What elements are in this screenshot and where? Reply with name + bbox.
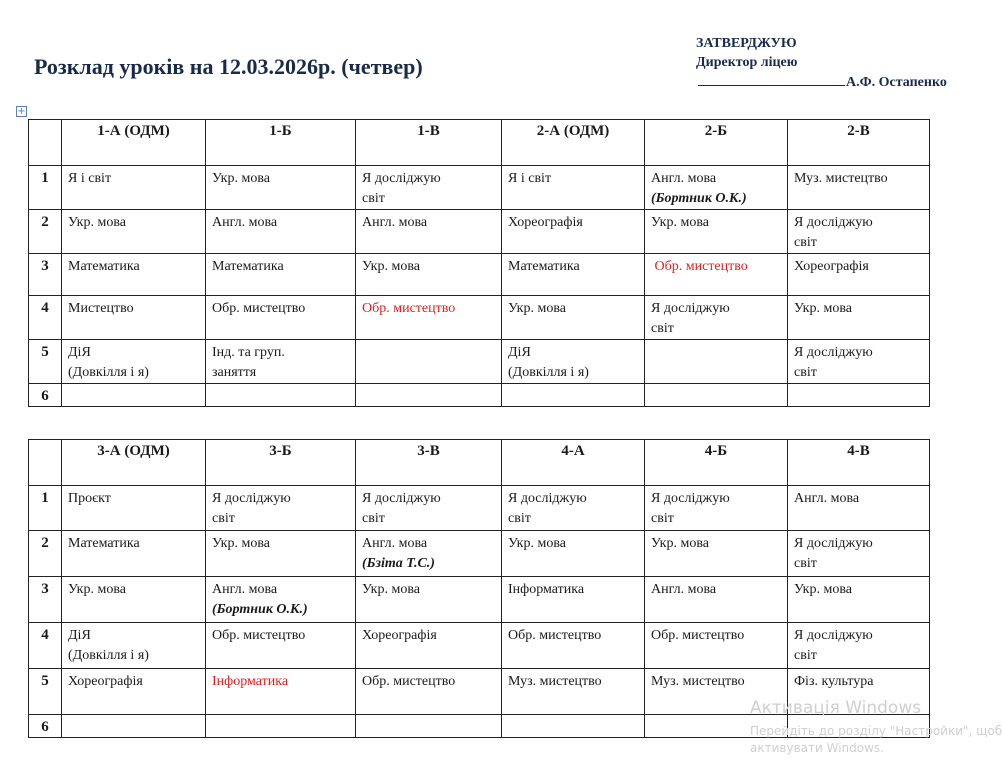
- lesson-subject: Укр. мова: [212, 536, 270, 551]
- lesson-cell: [206, 384, 356, 407]
- lesson-subject: Мистецтво: [68, 301, 134, 316]
- lesson-cell: [356, 254, 502, 296]
- schedule-table-2: [28, 439, 930, 738]
- lesson-subject: світ: [794, 235, 817, 250]
- lesson-subject: Англ. мова: [362, 215, 428, 230]
- lesson-subject: Я досліджую: [508, 491, 587, 506]
- lesson-row: [29, 531, 930, 577]
- page-title: Розклад уроків на 12.03.2026р. (четвер): [34, 54, 423, 79]
- lesson-subject: Муз. мистецтво: [508, 674, 602, 689]
- lesson-cell: [645, 340, 788, 384]
- lesson-cell: [502, 486, 645, 531]
- lesson-cell: [502, 210, 645, 254]
- class-header: 2-А (ОДМ): [502, 120, 645, 166]
- lesson-cell: [62, 384, 206, 407]
- lesson-cell: [356, 623, 502, 669]
- lesson-cell: [788, 577, 930, 623]
- lesson-cell: [502, 384, 645, 407]
- lesson-subject: Обр. мистецтво: [651, 628, 745, 643]
- lesson-subject: світ: [508, 511, 531, 526]
- approval-signature: [698, 72, 947, 92]
- lesson-subject: Я досліджую: [362, 171, 441, 186]
- lesson-subject: Математика: [212, 259, 284, 274]
- lesson-subject: Укр. мова: [212, 171, 270, 186]
- lesson-cell: [788, 384, 930, 407]
- class-header: 3-В: [356, 440, 502, 486]
- lesson-subject: світ: [794, 648, 817, 663]
- lesson-cell: [206, 531, 356, 577]
- lesson-cell: [206, 254, 356, 296]
- class-header: 4-В: [788, 440, 930, 486]
- lesson-subject: світ: [794, 556, 817, 571]
- lesson-subject: Обр. мистецтво: [362, 301, 456, 316]
- lesson-subject: Укр. мова: [362, 582, 420, 597]
- lesson-cell: [502, 623, 645, 669]
- lesson-subject: (Довкілля і я): [68, 648, 149, 663]
- class-header: 1-В: [356, 120, 502, 166]
- lesson-subject: (Довкілля і я): [508, 365, 589, 380]
- lesson-number: 1: [29, 486, 62, 531]
- lesson-subject: світ: [794, 365, 817, 380]
- corner-cell: [29, 440, 62, 486]
- teacher-name: (Бзіта Т.С.): [362, 556, 435, 571]
- lesson-number: 4: [29, 623, 62, 669]
- lesson-subject: Хореографія: [68, 674, 143, 689]
- lesson-number: 5: [29, 340, 62, 384]
- lesson-subject: заняття: [212, 365, 257, 380]
- class-header: 1-Б: [206, 120, 356, 166]
- lesson-row: [29, 296, 930, 340]
- corner-cell: [29, 120, 62, 166]
- lesson-cell: [502, 254, 645, 296]
- lesson-subject: світ: [362, 191, 385, 206]
- table-move-handle-icon[interactable]: +: [17, 106, 26, 117]
- lesson-cell: [356, 669, 502, 715]
- header-row: [29, 120, 930, 166]
- lesson-row: [29, 254, 930, 296]
- lesson-cell: [206, 669, 356, 715]
- lesson-subject: Укр. мова: [794, 582, 852, 597]
- lesson-row: [29, 577, 930, 623]
- lesson-cell: [62, 486, 206, 531]
- lesson-row: [29, 384, 930, 407]
- lesson-row: [29, 623, 930, 669]
- lesson-cell: [788, 531, 930, 577]
- lesson-cell: [788, 210, 930, 254]
- lesson-subject: Англ. мова: [362, 536, 428, 551]
- lesson-subject: світ: [651, 321, 674, 336]
- lesson-cell: [356, 210, 502, 254]
- lesson-subject: Обр. мистецтво: [362, 674, 456, 689]
- lesson-cell: [502, 531, 645, 577]
- lesson-subject: світ: [362, 511, 385, 526]
- lesson-subject: Хореографія: [362, 628, 437, 643]
- lesson-subject: Укр. мова: [68, 215, 126, 230]
- lesson-number: 1: [29, 166, 62, 210]
- lesson-cell: [356, 715, 502, 738]
- lesson-subject: ДіЯ: [68, 345, 91, 360]
- lesson-number: 4: [29, 296, 62, 340]
- lesson-subject: Я досліджую: [362, 491, 441, 506]
- lesson-cell: [356, 486, 502, 531]
- lesson-cell: [206, 340, 356, 384]
- lesson-cell: [788, 623, 930, 669]
- lesson-cell: [62, 623, 206, 669]
- class-header: 3-Б: [206, 440, 356, 486]
- lesson-cell: [645, 531, 788, 577]
- lesson-cell: [206, 715, 356, 738]
- lesson-subject: Я досліджую: [794, 215, 873, 230]
- lesson-cell: [206, 486, 356, 531]
- lesson-subject: Укр. мова: [508, 536, 566, 551]
- lesson-subject: Англ. мова: [212, 582, 278, 597]
- approval-position: Директор ліцею: [696, 55, 798, 70]
- approval-block: [696, 34, 947, 92]
- lesson-subject: Я досліджую: [794, 536, 873, 551]
- lesson-cell: [356, 384, 502, 407]
- lesson-subject: Проєкт: [68, 491, 111, 506]
- lesson-subject: (Довкілля і я): [68, 365, 149, 380]
- lesson-cell: [206, 296, 356, 340]
- lesson-cell: [502, 669, 645, 715]
- approval-heading: ЗАТВЕРДЖУЮ: [696, 36, 797, 51]
- lesson-cell: [62, 210, 206, 254]
- lesson-subject: Я досліджую: [651, 491, 730, 506]
- lesson-cell: [645, 166, 788, 210]
- lesson-number: 3: [29, 254, 62, 296]
- lesson-cell: [62, 715, 206, 738]
- lesson-number: 6: [29, 715, 62, 738]
- teacher-name: (Бортник О.К.): [651, 191, 747, 206]
- watermark-title: Активація Windows: [750, 698, 922, 718]
- lesson-subject: Муз. мистецтво: [794, 171, 888, 186]
- lesson-subject: Муз. мистецтво: [651, 674, 745, 689]
- lesson-subject: Інд. та груп.: [212, 345, 285, 360]
- lesson-cell: [502, 296, 645, 340]
- schedule-table-1: [28, 119, 930, 407]
- lesson-number: 6: [29, 384, 62, 407]
- lesson-subject: світ: [212, 511, 235, 526]
- lesson-subject: Англ. мова: [794, 491, 860, 506]
- lesson-row: [29, 166, 930, 210]
- signature-line: [698, 72, 845, 86]
- lesson-cell: [788, 486, 930, 531]
- lesson-row: [29, 210, 930, 254]
- lesson-cell: [788, 254, 930, 296]
- lesson-subject: Математика: [508, 259, 580, 274]
- header-row: [29, 440, 930, 486]
- lesson-subject: Я досліджую: [651, 301, 730, 316]
- lesson-subject: ДіЯ: [68, 628, 91, 643]
- lesson-subject: Укр. мова: [68, 582, 126, 597]
- signature-name: А.Ф. Остапенко: [846, 75, 947, 90]
- windows-activation-watermark: [750, 698, 1002, 755]
- lesson-cell: [206, 210, 356, 254]
- lesson-cell: [206, 623, 356, 669]
- lesson-cell: [645, 296, 788, 340]
- lesson-subject: світ: [651, 511, 674, 526]
- lesson-subject: Укр. мова: [651, 215, 709, 230]
- lesson-cell: [645, 384, 788, 407]
- lesson-cell: [645, 210, 788, 254]
- lesson-cell: [502, 715, 645, 738]
- lesson-cell: [502, 577, 645, 623]
- lesson-cell: [645, 623, 788, 669]
- watermark-line: активувати Windows.: [750, 741, 884, 755]
- lesson-row: [29, 486, 930, 531]
- lesson-cell: [356, 166, 502, 210]
- lesson-subject: Математика: [68, 536, 140, 551]
- class-header: 4-А: [502, 440, 645, 486]
- lesson-subject: Укр. мова: [794, 301, 852, 316]
- lesson-cell: [502, 340, 645, 384]
- lesson-cell: [356, 296, 502, 340]
- lesson-cell: [788, 340, 930, 384]
- lesson-cell: [356, 531, 502, 577]
- lesson-subject: Математика: [68, 259, 140, 274]
- class-header: 2-Б: [645, 120, 788, 166]
- watermark-line: Перейдіть до розділу "Настройки", щоб: [750, 724, 1002, 738]
- lesson-cell: [62, 669, 206, 715]
- lesson-number: 3: [29, 577, 62, 623]
- lesson-subject: Англ. мова: [212, 215, 278, 230]
- lesson-cell: [502, 166, 645, 210]
- lesson-cell: [62, 577, 206, 623]
- lesson-subject: Обр. мистецтво: [212, 628, 306, 643]
- lesson-cell: [788, 296, 930, 340]
- lesson-cell: [788, 166, 930, 210]
- lesson-subject: Укр. мова: [651, 536, 709, 551]
- lesson-subject: Укр. мова: [362, 259, 420, 274]
- class-header: 2-В: [788, 120, 930, 166]
- lesson-subject: Англ. мова: [651, 171, 717, 186]
- lesson-subject: ДіЯ: [508, 345, 531, 360]
- class-header: 1-А (ОДМ): [62, 120, 206, 166]
- lesson-subject: Я і світ: [508, 171, 552, 186]
- lesson-cell: [356, 577, 502, 623]
- lesson-cell: [62, 531, 206, 577]
- lesson-subject: Інформатика: [212, 674, 289, 689]
- lesson-subject: Обр. мистецтво: [651, 259, 748, 274]
- lesson-number: 2: [29, 210, 62, 254]
- lesson-row: [29, 340, 930, 384]
- lesson-cell: [356, 340, 502, 384]
- lesson-cell: [645, 254, 788, 296]
- teacher-name: (Бортник О.К.): [212, 602, 308, 617]
- lesson-number: 2: [29, 531, 62, 577]
- lesson-subject: Обр. мистецтво: [508, 628, 602, 643]
- lesson-subject: Інформатика: [508, 582, 585, 597]
- lesson-subject: Хореографія: [508, 215, 583, 230]
- class-header: 3-А (ОДМ): [62, 440, 206, 486]
- lesson-subject: Хореографія: [794, 259, 869, 274]
- lesson-number: 5: [29, 669, 62, 715]
- lesson-subject: Укр. мова: [508, 301, 566, 316]
- lesson-cell: [206, 166, 356, 210]
- lesson-cell: [62, 166, 206, 210]
- lesson-subject: Англ. мова: [651, 582, 717, 597]
- lesson-cell: [62, 254, 206, 296]
- lesson-cell: [645, 577, 788, 623]
- lesson-subject: Фіз. культура: [794, 674, 874, 689]
- lesson-cell: [206, 577, 356, 623]
- class-header: 4-Б: [645, 440, 788, 486]
- lesson-subject: Я досліджую: [212, 491, 291, 506]
- lesson-cell: [645, 486, 788, 531]
- lesson-cell: [62, 340, 206, 384]
- lesson-subject: Я і світ: [68, 171, 112, 186]
- lesson-subject: Обр. мистецтво: [212, 301, 306, 316]
- lesson-subject: Я досліджую: [794, 628, 873, 643]
- lesson-subject: Я досліджую: [794, 345, 873, 360]
- lesson-cell: [62, 296, 206, 340]
